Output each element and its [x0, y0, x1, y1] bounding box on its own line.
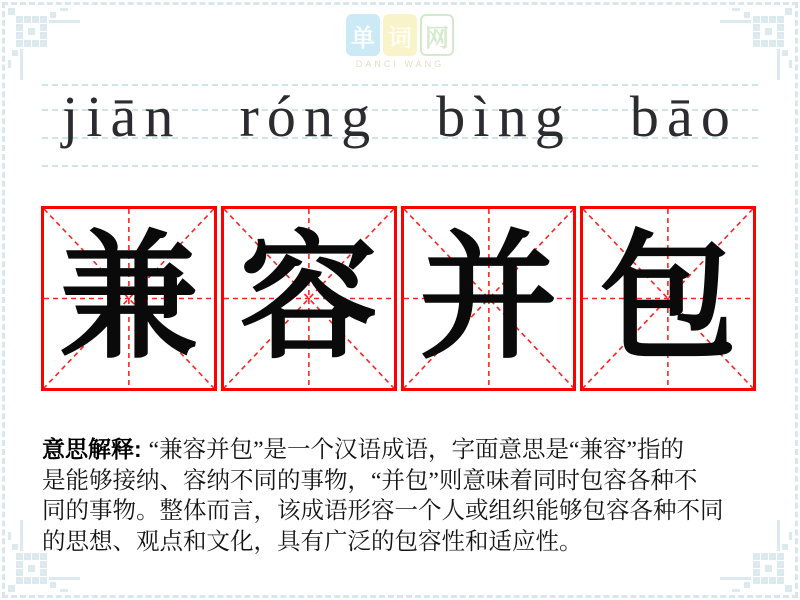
watermark-block-wang: 网 — [420, 14, 454, 56]
explanation-line: 的思想、观点和文化，具有广泛的包容性和适应性。 — [42, 528, 583, 555]
watermark-block-dan: 单 — [346, 14, 380, 56]
mizige-cell — [221, 206, 397, 391]
explanation-label: 意思解释: — [42, 436, 142, 462]
explanation-line — [42, 434, 766, 466]
pinyin-row — [62, 84, 738, 149]
idiom-character: 兼 — [59, 221, 198, 375]
corner-ornament-icon — [718, 2, 798, 82]
pinyin-syllable: bìng — [436, 84, 572, 149]
explanation-line: 是能够接纳、容纳不同的事物，“并包”则意味着同时包容各种不 — [42, 467, 698, 494]
pinyin-syllable: róng — [239, 84, 379, 149]
pinyin-syllable: bāo — [629, 84, 738, 149]
idiom-character: 容 — [239, 221, 378, 375]
corner-ornament-icon — [2, 2, 82, 82]
site-watermark — [346, 14, 454, 69]
watermark-block-ci: 词 — [383, 14, 417, 56]
pinyin-syllable: jiān — [62, 84, 182, 149]
explanation-text: “兼容并包”是一个汉语成语，字面意思是“兼容”指的 — [148, 437, 684, 463]
idiom-character: 并 — [419, 221, 558, 375]
explanation-line: 同的事物。整体而言，该成语形容一个人或组织能够包容各种不同 — [42, 498, 724, 524]
watermark-subtext: DANCI WANG — [355, 59, 445, 69]
mizige-cell — [580, 206, 756, 391]
mizige-cell — [401, 206, 577, 391]
mizige-cell — [41, 206, 217, 391]
idiom-character: 包 — [599, 221, 738, 375]
pinyin-rule-line — [42, 165, 758, 167]
character-practice-grid — [41, 206, 756, 391]
meaning-explanation — [42, 434, 766, 557]
watermark-logo-blocks — [346, 14, 454, 56]
